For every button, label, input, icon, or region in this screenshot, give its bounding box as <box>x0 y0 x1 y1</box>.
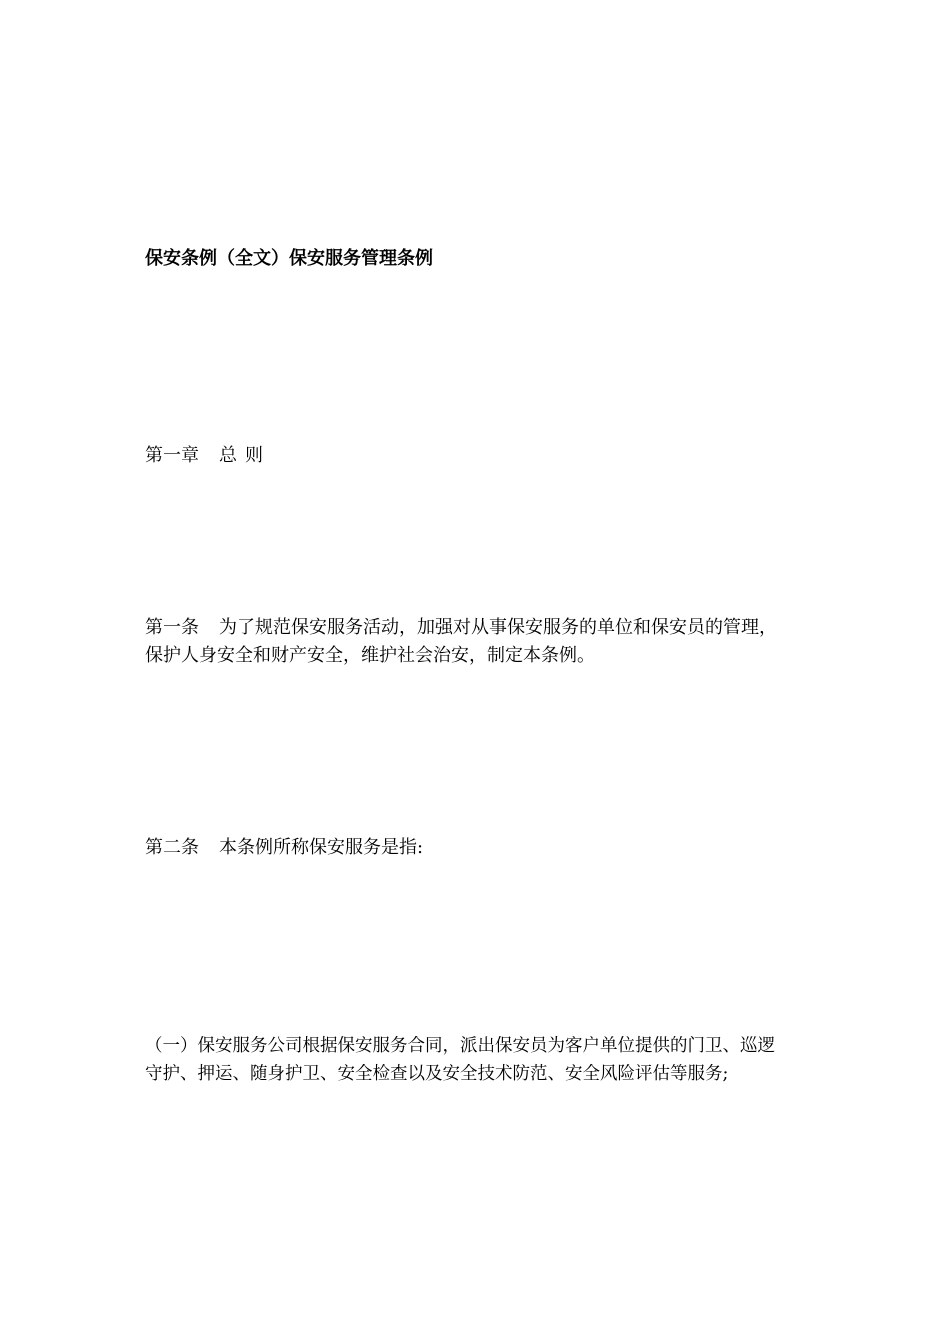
article-1-line-2: 保护人身安全和财产安全，维护社会治安，制定本条例。 <box>145 645 595 666</box>
article-2-line <box>145 836 423 860</box>
document-title: 保安条例（全文）保安服务管理条例 <box>145 248 433 269</box>
article-2-text: 本条例所称保安服务是指: <box>219 837 424 858</box>
chapter-heading <box>145 444 263 468</box>
item-1-line-1: （一）保安服务公司根据保安服务合同，派出保安员为客户单位提供的门卫、巡逻 <box>145 1036 775 1056</box>
chapter-word-1: 总 <box>219 445 237 466</box>
article-1-text-1: 为了规范保安服务活动，加强对从事保安服务的单位和保安员的管理， <box>219 617 777 638</box>
chapter-word-2: 则 <box>245 445 263 466</box>
article-2-label: 第二条 <box>145 837 199 858</box>
item-1-line-2: 守护、押运、随身护卫、安全检查以及安全技术防范、安全风险评估等服务; <box>145 1064 729 1084</box>
chapter-label: 第一章 <box>145 445 199 466</box>
article-1-line-1 <box>145 616 777 640</box>
article-1-label: 第一条 <box>145 617 199 638</box>
